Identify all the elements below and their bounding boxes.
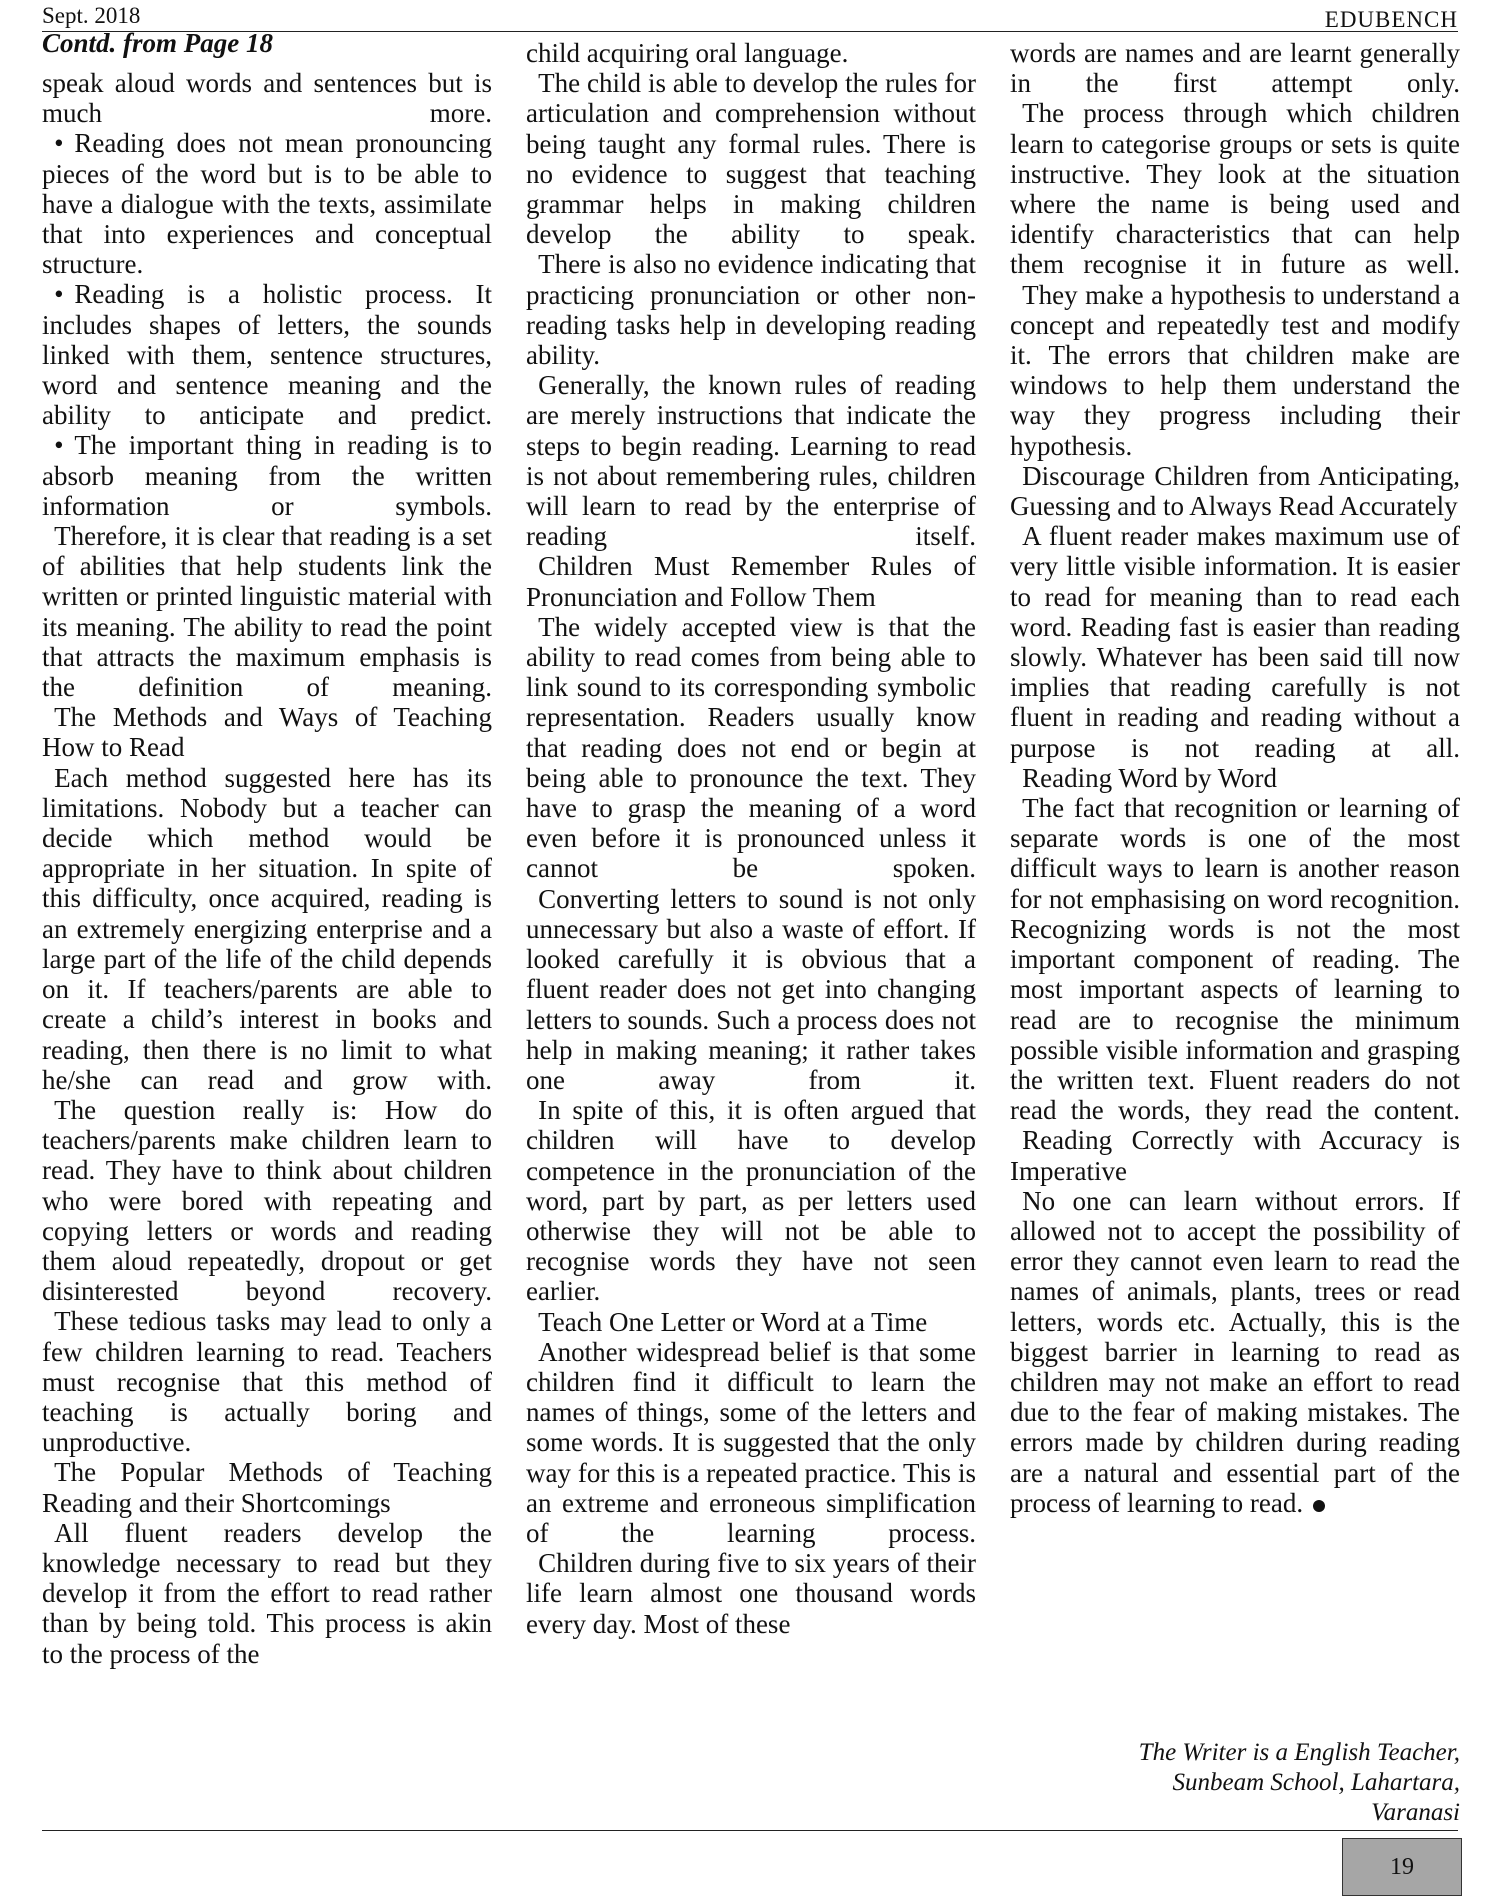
section-heading xyxy=(1010,461,1460,521)
article-paragraph xyxy=(1010,1186,1460,1518)
paragraph-text: They make a hypothesis to understand a concept and repeatedly test and modify it. The errors that children make are windows to help them understand the way they progress including their hypothesis. xyxy=(1010,279,1460,461)
article-paragraph xyxy=(42,1095,492,1306)
article-paragraph xyxy=(42,763,492,1095)
paragraph-text: Reading does not mean pronouncing pieces of the word but is to be able to have a dialogue with the texts, assimilate that into experiences and conceptual structure. xyxy=(42,128,492,280)
bullet-marker: • xyxy=(54,128,64,159)
section-heading xyxy=(1010,1125,1460,1185)
paragraph-text: words are names and are learnt generally in the first attempt only. xyxy=(1010,38,1460,99)
article-paragraph xyxy=(42,1518,492,1669)
article-paragraph xyxy=(42,279,492,430)
byline-line-2: Sunbeam School, Lahartara, xyxy=(1172,1769,1460,1796)
article-column-3 xyxy=(1010,38,1460,1518)
article-column-1 xyxy=(42,68,492,1669)
article-paragraph xyxy=(526,249,976,370)
article-paragraph xyxy=(42,1306,492,1457)
paragraph-text: Another widespread belief is that some children find it difficult to learn the names of things, some of the letters and some words. It is suggested that the only way for this is a repeated practice. This is an extreme and erroneous simplification of the learning process. xyxy=(526,1336,976,1548)
paragraph-text: Reading Correctly with Accuracy is Imperative xyxy=(1010,1125,1460,1186)
article-paragraph xyxy=(526,68,976,249)
section-heading xyxy=(526,38,976,68)
paragraph-text: These tedious tasks may lead to only a few children learning to read. Teachers must recognise that this method of teaching is actually boring and unproductive. xyxy=(42,1306,492,1458)
paragraph-text: A fluent reader makes maximum use of very little visible information. It is easier to read for meaning than to read each word. Reading fast is easier than reading slowly. Whatever has been said till now implies that reading carefully is not fluent in reading and reading without a purpose is not reading at all. xyxy=(1010,521,1460,763)
paragraph-text: speak aloud words and sentences but is much more. xyxy=(42,68,492,129)
article-paragraph xyxy=(526,884,976,1095)
article-paragraph xyxy=(1010,280,1460,461)
paragraph-text: No one can learn without errors. If allowed not to accept the possibility of error they cannot even learn to read the names of animals, plants, trees or read letters, words etc. Actually, this is the biggest barrier in learning to read as children may not make an effort to read due to the fear of making mistakes. The errors made by children during reading are a natural and essential part of the process of learning to read. xyxy=(1010,1185,1460,1518)
section-heading xyxy=(1010,763,1460,793)
byline-line-1: The Writer is a English Teacher, xyxy=(1138,1739,1460,1766)
paragraph-text: There is also no evidence indicating that practicing pronunciation or other non-reading tasks help in developing reading ability. xyxy=(526,249,976,371)
paragraph-text: Reading Word by Word xyxy=(1022,762,1278,793)
section-heading xyxy=(42,702,492,762)
paragraph-text: The important thing in reading is to absorb meaning from the written information or symbols. xyxy=(42,430,492,521)
paragraph-text: All fluent readers develop the knowledge necessary to read but they develop it from the effort to read rather than by being told. This process is akin to the process of the xyxy=(42,1517,492,1669)
article-paragraph xyxy=(526,612,976,884)
paragraph-text: The process through which children learn to categorise groups or sets is quite instructive. They look at the situation where the name is being used and identify characteristics that can help them recognise it in future as well. xyxy=(1010,98,1460,280)
section-heading xyxy=(42,1457,492,1517)
section-heading xyxy=(526,551,976,611)
paragraph-text: Generally, the known rules of reading are merely instructions that indicate the steps to begin reading. Learning to read is not about remembering rules, children will learn to read by the enterprise of reading itself. xyxy=(526,370,976,552)
end-mark-icon xyxy=(1313,1500,1325,1512)
footer-divider xyxy=(42,1830,1458,1831)
paragraph-text: The question really is: How do teachers/parents make children learn to read. They have to think about children who were bored with repeating and copying letters or words and reading them aloud repeatedly, dropout or get disinterested beyond recovery. xyxy=(42,1094,492,1307)
issue-date: Sept. 2018 xyxy=(42,3,141,28)
paragraph-text: child acquiring oral language. xyxy=(526,38,849,68)
paragraph-text: Reading is a holistic process. It includes shapes of letters, the sounds linked with them, sentence structures, word and sentence meaning and the ability to anticipate and predict. xyxy=(42,279,492,431)
publication-name: EDUBENCH xyxy=(1324,7,1458,32)
paragraph-text: The fact that recognition or learning of separate words is one of the most difficult ways to learn is another reason for not emphasising on word recognition. Recognizing words is not the most important component of reading. The most important aspects of learning to read are to recognise the minimum possible visible information and grasping the written text. Fluent readers do not read the words, they read the content. xyxy=(1010,793,1460,1126)
paragraph-text: Children Must Remember Rules of Pronunciation and Follow Them xyxy=(526,551,976,612)
article-paragraph xyxy=(526,1337,976,1548)
paragraph-text: In spite of this, it is often argued that children will have to develop competence in the pronunciation of the word, part by part, as per letters used otherwise they will not be able to recognise words they have not seen earlier. xyxy=(526,1095,976,1307)
bullet-marker: • xyxy=(54,279,64,310)
byline-line-3: Varanasi xyxy=(1371,1799,1460,1826)
article-paragraph xyxy=(1010,793,1460,1125)
paragraph-text: Teach One Letter or Word at a Time xyxy=(538,1306,928,1337)
article-paragraph xyxy=(526,1548,976,1639)
article-paragraph xyxy=(42,128,492,279)
article-paragraph xyxy=(1010,98,1460,279)
section-heading xyxy=(526,1307,976,1337)
article-paragraph xyxy=(1010,38,1460,98)
article-paragraph xyxy=(526,370,976,551)
article-paragraph xyxy=(1010,521,1460,763)
author-byline xyxy=(1010,1738,1460,1828)
paragraph-text: The widely accepted view is that the ability to read comes from being able to link sound to its corresponding symbolic representation. Readers usually know that reading does not end or begin at being able to pronounce the text. They have to grasp the meaning of a word even before it is pronounced unless it cannot be spoken. xyxy=(526,611,976,884)
paragraph-text: Each method suggested here has its limitations. Nobody but a teacher can decide which method would be appropriate in her situation. In spite of this difficulty, once acquired, reading is an extremely energizing enterprise and a large part of the life of the child depends on it. If teachers/parents are able to create a child’s interest in books and reading, then there is no limit to what he/she can read and grow with. xyxy=(42,762,492,1095)
article-paragraph xyxy=(42,68,492,128)
bullet-marker: • xyxy=(54,430,64,461)
paragraph-text: The child is able to develop the rules for articulation and comprehension without being taught any formal rules. There is no evidence to suggest that teaching grammar helps in making children develop the ability to speak. xyxy=(526,68,976,250)
page-number: 19 xyxy=(1390,1853,1414,1880)
article-paragraph xyxy=(526,1095,976,1306)
paragraph-text: Therefore, it is clear that reading is a set of abilities that help students link the written or printed linguistic material with its meaning. The ability to read the point that attracts the maximum emphasis is the definition of meaning. xyxy=(42,521,492,703)
paragraph-text: Discourage Children from Anticipating, Guessing and to Always Read Accurately xyxy=(1010,460,1460,522)
paragraph-text: The Methods and Ways of Teaching How to Read xyxy=(42,702,492,763)
page-number-box xyxy=(1342,1838,1462,1896)
article-column-2 xyxy=(526,38,976,1639)
article-paragraph xyxy=(42,521,492,702)
paragraph-text: Converting letters to sound is not only unnecessary but also a waste of effort. If looked carefully it is obvious that a fluent reader does not get into changing letters to sounds. Such a process does not help in making meaning; it rather takes one away from it. xyxy=(526,883,976,1095)
paragraph-text: Children during five to six years of their life learn almost one thousand words every day. Most of these xyxy=(526,1548,976,1639)
paragraph-text: The Popular Methods of Teaching Reading and their Shortcomings xyxy=(42,1457,492,1518)
article-paragraph xyxy=(42,430,492,521)
continued-from-label: Contd. from Page 18 xyxy=(42,28,274,58)
